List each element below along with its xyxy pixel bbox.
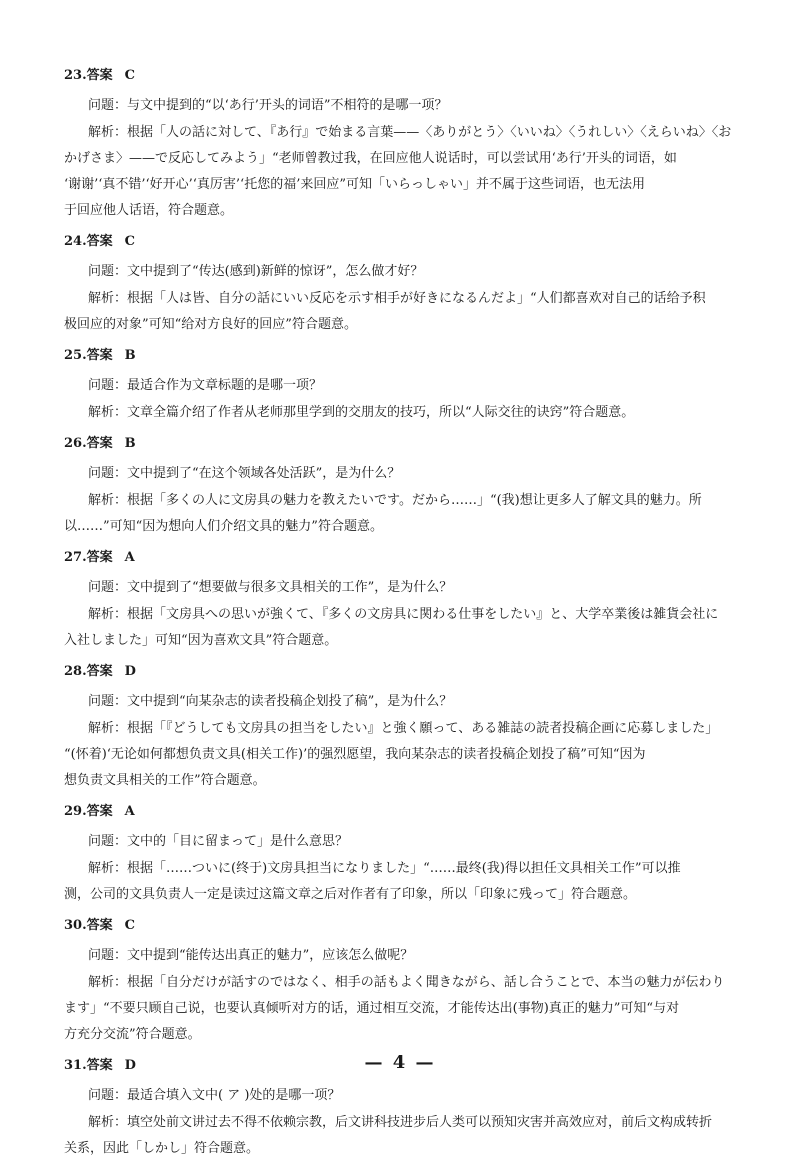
page-number: — 4 — bbox=[364, 1052, 436, 1073]
answer-label: 答案 bbox=[86, 664, 113, 679]
answer-letter: C bbox=[124, 68, 135, 83]
analysis-line: 想负责文具相关的工作”符合题意。 bbox=[64, 773, 266, 788]
item-number: 28. bbox=[64, 664, 87, 679]
answer-list bbox=[64, 60, 740, 1162]
answer-item bbox=[64, 226, 740, 338]
analysis-line: 解析：根据「……ついに(终于)文房具担当になりました」“……最终(我)得以担任文具相关工作”可以推 bbox=[88, 861, 681, 876]
analysis-line: 解析：根据「自分だけが話すのではなく、相手の話もよく聞きながら、話し合うことで、本当の魅力が伝わり bbox=[88, 975, 725, 990]
answer-label: 答案 bbox=[86, 804, 113, 819]
analysis-line: 关系，因此「しかし」符合题意。 bbox=[64, 1141, 260, 1156]
analysis-line: ます」“不要只顾自己说，也要认真倾听对方的话，通过相互交流，才能传达出(事物)真正的魅力”可知“与对 bbox=[64, 1001, 680, 1016]
answer-label: 答案 bbox=[86, 68, 113, 83]
question-text: 问题：文中提到了“想要做与很多文具相关的工作”，是为什么？ bbox=[88, 580, 453, 595]
analysis-line: 解析：根据「文房具への思いが強くて、『多くの文房具に関わる仕事をしたい』と、大学卒業後は雑貨会社に bbox=[88, 607, 719, 622]
answer-letter: D bbox=[124, 664, 136, 679]
question-text: 问题：最适合作为文章标题的是哪一项？ bbox=[88, 378, 323, 393]
analysis-line: “(怀着)‘无论如何都想负责文具(相关工作)’的强烈愿望，我向某杂志的读者投稿企划投了稿”可知“因为 bbox=[64, 747, 646, 762]
answer-letter: D bbox=[124, 1058, 136, 1073]
question-text: 问题：文中提到“能传达出真正的魅力”，应该怎么做呢？ bbox=[88, 948, 414, 963]
item-number: 26. bbox=[64, 436, 87, 451]
item-number: 30. bbox=[64, 918, 87, 933]
answer-header bbox=[64, 910, 740, 942]
question-text: 问题：文中提到了“传达(感到)新鲜的惊讶”，怎么做才好？ bbox=[88, 264, 424, 279]
analysis-text bbox=[64, 286, 740, 338]
item-number: 31. bbox=[64, 1058, 87, 1073]
analysis-line: 解析：根据「人の話に対して、『あ行』で始まる言葉——〈ありがとう〉〈いいね〉〈うれしい〉〈えらいね〉〈お bbox=[88, 125, 732, 140]
answer-letter: B bbox=[124, 348, 136, 363]
question-text: 问题：文中提到了“在这个领域各处活跃”，是为什么？ bbox=[88, 466, 401, 481]
answer-letter: A bbox=[124, 550, 135, 565]
analysis-line: かげさま〉——で反応してみよう」“老师曾教过我，在回应他人说话时，可以尝试用‘あ行’开头的词语，如 bbox=[64, 151, 677, 166]
analysis-text bbox=[64, 856, 740, 908]
analysis-line: 测，公司的文具负责人一定是读过这篇文章之后对作者有了印象，所以「印象に残って」符合题意。 bbox=[64, 887, 637, 902]
question-text: 问题：最适合填入文中( ア )处的是哪一项？ bbox=[88, 1088, 341, 1103]
analysis-text bbox=[64, 1110, 740, 1162]
answer-label: 答案 bbox=[86, 348, 113, 363]
answer-header bbox=[64, 340, 740, 372]
analysis-line: ‘谢谢’‘真不错’‘好开心’‘真厉害’‘托您的福’来回应”可知「いらっしゃい」并不属于这些词语，也无法用 bbox=[64, 177, 645, 192]
answer-item bbox=[64, 542, 740, 654]
item-number: 23. bbox=[64, 68, 87, 83]
analysis-line: 解析：根据「『どうしても文房具の担当をしたい』と強く願って、ある雑誌の読者投稿企画に応募しました」 bbox=[88, 721, 719, 736]
analysis-text bbox=[64, 970, 740, 1048]
analysis-text bbox=[64, 488, 740, 540]
item-number: 29. bbox=[64, 804, 87, 819]
answer-header bbox=[64, 656, 740, 688]
answer-label: 答案 bbox=[86, 550, 113, 565]
answer-item bbox=[64, 60, 740, 224]
analysis-text bbox=[64, 120, 740, 224]
answer-item bbox=[64, 656, 740, 794]
answer-header bbox=[64, 226, 740, 258]
answer-letter: C bbox=[124, 234, 135, 249]
question-text: 问题：文中的「目に留まって」是什么意思？ bbox=[88, 834, 349, 849]
answer-header bbox=[64, 428, 740, 460]
analysis-line: 极回应的对象”可知“给对方良好的回应”符合题意。 bbox=[64, 317, 357, 332]
analysis-line: 解析：根据「人は皆、自分の話にいい反応を示す相手が好きになるんだよ」“人们都喜欢对自己的话给予积 bbox=[88, 291, 706, 306]
analysis-line: 入社しました」可知“因为喜欢文具”符合题意。 bbox=[64, 633, 338, 648]
item-number: 25. bbox=[64, 348, 87, 363]
answer-label: 答案 bbox=[86, 1058, 113, 1073]
answer-label: 答案 bbox=[86, 918, 113, 933]
analysis-text bbox=[64, 400, 740, 426]
analysis-line: 以……”可知“因为想向人们介绍文具的魅力”符合题意。 bbox=[64, 519, 383, 534]
analysis-line: 解析：填空处前文讲过去不得不依赖宗教，后文讲科技进步后人类可以预知灾害并高效应对，前后文构成转折 bbox=[88, 1115, 713, 1130]
answer-item bbox=[64, 428, 740, 540]
answer-label: 答案 bbox=[86, 436, 113, 451]
analysis-text bbox=[64, 716, 740, 794]
answer-letter: B bbox=[124, 436, 136, 451]
question-text: 问题：与文中提到的“以‘あ行’开头的词语”不相符的是哪一项？ bbox=[88, 98, 448, 113]
analysis-line: 解析：根据「多くの人に文房具の魅力を教えたいです。だから……」“(我)想让更多人了解文具的魅力。所 bbox=[88, 493, 702, 508]
answer-header bbox=[64, 796, 740, 828]
analysis-line: 于回应他人话语，符合题意。 bbox=[64, 203, 234, 218]
answer-item bbox=[64, 796, 740, 908]
analysis-line: 解析：文章全篇介绍了作者从老师那里学到的交朋友的技巧，所以“人际交往的诀窍”符合题意。 bbox=[88, 405, 635, 420]
answer-letter: A bbox=[124, 804, 135, 819]
answer-header bbox=[64, 542, 740, 574]
answer-label: 答案 bbox=[86, 234, 113, 249]
question-text: 问题：文中提到“向某杂志的读者投稿企划投了稿”，是为什么？ bbox=[88, 694, 453, 709]
analysis-text bbox=[64, 602, 740, 654]
answer-item bbox=[64, 910, 740, 1048]
answer-letter: C bbox=[124, 918, 135, 933]
answer-item bbox=[64, 340, 740, 426]
item-number: 24. bbox=[64, 234, 87, 249]
item-number: 27. bbox=[64, 550, 87, 565]
answer-header bbox=[64, 60, 740, 92]
analysis-line: 方充分交流”符合题意。 bbox=[64, 1027, 201, 1042]
